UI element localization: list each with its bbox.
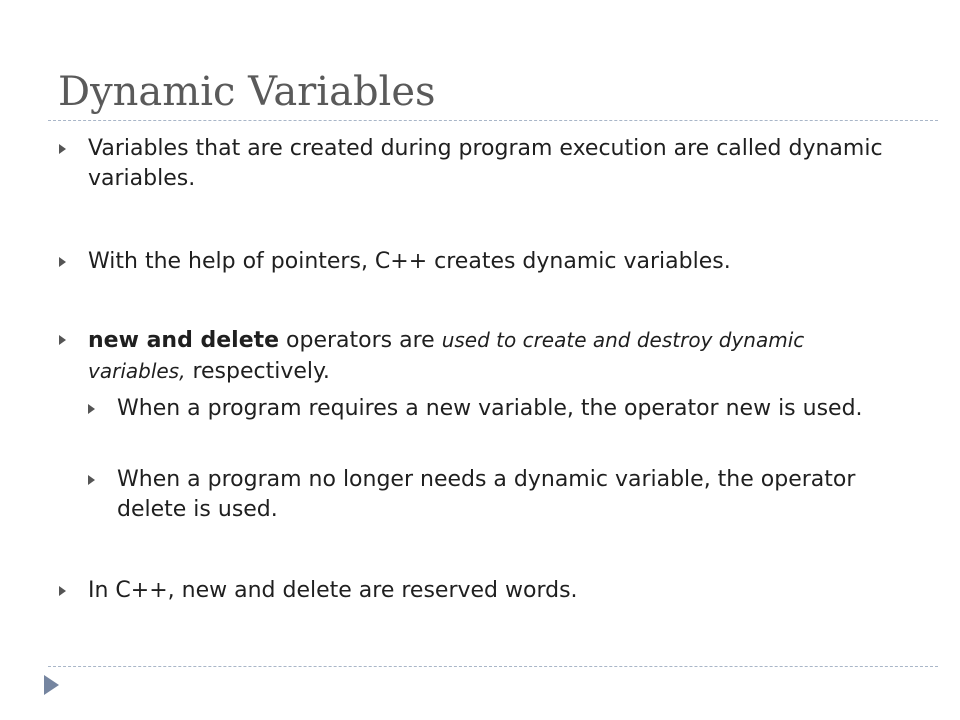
bullet-text: respectively. xyxy=(185,359,330,384)
bullet-arrow-icon xyxy=(59,144,66,154)
bullet-arrow-icon xyxy=(88,404,95,414)
corner-arrow-icon xyxy=(44,675,59,695)
bullet-arrow-icon xyxy=(59,586,66,596)
bullet-item xyxy=(88,325,888,387)
slide-title: Dynamic Variables xyxy=(58,69,436,115)
bullet-item xyxy=(88,134,888,194)
bullet-arrow-icon xyxy=(59,257,66,267)
bullet-text: operators are xyxy=(279,328,442,353)
bullet-text: When a program requires a new variable, the operator new is used. xyxy=(117,396,863,421)
sub-bullet-item xyxy=(117,394,877,424)
footer-divider xyxy=(48,666,938,667)
bullet-arrow-icon xyxy=(59,335,66,345)
bullet-text: When a program no longer needs a dynamic variable, the operator delete is used. xyxy=(117,467,856,522)
bullet-item xyxy=(88,576,888,606)
bullet-text: In C++, new and delete are reserved words. xyxy=(88,578,578,603)
bullet-item xyxy=(88,247,888,277)
title-divider xyxy=(48,120,938,121)
bullet-text: Variables that are created during program execution are called dynamic variables. xyxy=(88,136,883,191)
sub-bullet-item xyxy=(117,465,877,525)
bullet-arrow-icon xyxy=(88,475,95,485)
bullet-text: With the help of pointers, C++ creates dynamic variables. xyxy=(88,249,731,274)
bullet-bold-text: new and delete xyxy=(88,328,280,353)
bullet-italic-text: used to create and destroy dynamic variables, xyxy=(88,328,805,383)
